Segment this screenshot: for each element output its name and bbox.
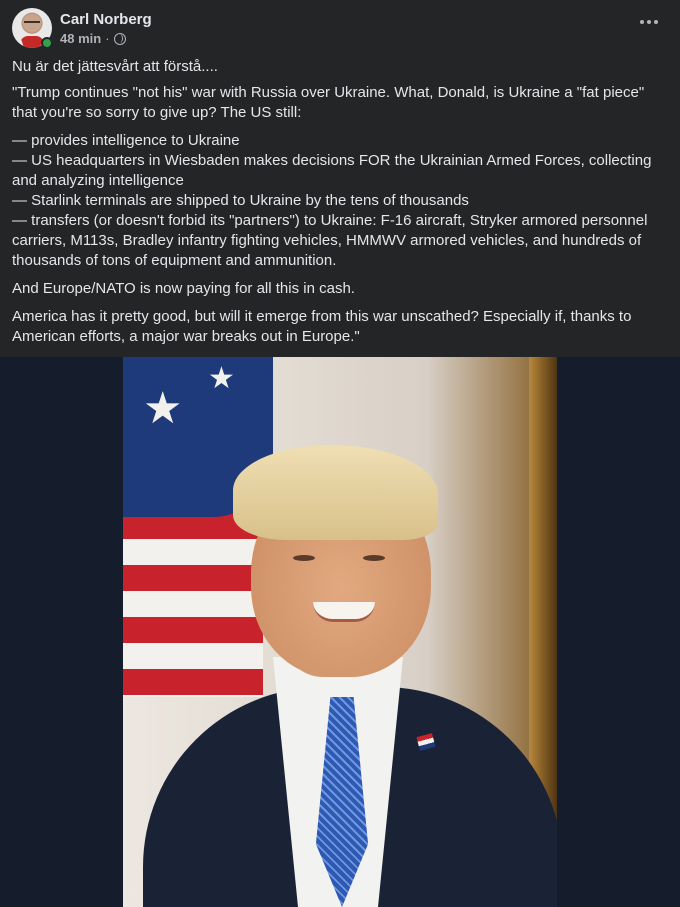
nato-paragraph: And Europe/NATO is now paying for all this in cash. [12,280,355,297]
post-timestamp[interactable]: 48 min [60,31,102,46]
post-intro: Nu är det jättesvårt att förstå.... [12,58,218,75]
avatar-glasses [24,21,40,25]
flag-star-icon: ★ [143,384,183,433]
post-photo[interactable] [0,357,680,907]
quote-opening: "Trump continues "not his" war with Russia over Ukraine. What, Donald, is Ukraine a "fat piece" that you're so sorry to give up? The US still: [12,84,645,121]
more-options-icon [640,20,644,24]
list-item: — transfers (or doesn't forbid its "partners") to Ukraine: F-16 aircraft, Stryker armored personnel carriers, M113s, Bradley infantry fighting vehicles, HMMWV armored vehicles, and hundreds of thousands of tons of equipment and ammunition. [12,212,648,269]
support-list [12,131,660,271]
more-options-button[interactable] [640,16,660,28]
meta-separator: · [105,31,110,46]
eye [293,555,315,561]
globe-icon[interactable] [114,33,126,45]
post-meta [60,31,126,46]
more-options-dot [654,20,658,24]
list-item: — provides intelligence to Ukraine [12,132,240,149]
online-status-dot [41,37,53,49]
closing-paragraph: America has it pretty good, but will it emerge from this war unscathed? Especially if, thanks to American efforts, a major war breaks out in Europe." [12,308,632,345]
list-item: — Starlink terminals are shipped to Ukraine by the tens of thousands [12,192,469,209]
author-name[interactable]: Carl Norberg [60,11,152,28]
more-options-dot [647,20,651,24]
eye [363,555,385,561]
post-body [12,57,660,355]
portrait-image [123,357,557,907]
list-item: — US headquarters in Wiesbaden makes decisions FOR the Ukrainian Armed Forces, collecting and analyzing intelligence [12,152,652,189]
flag-star-icon: ★ [208,362,235,395]
post-header [12,8,668,50]
hair [233,445,438,540]
